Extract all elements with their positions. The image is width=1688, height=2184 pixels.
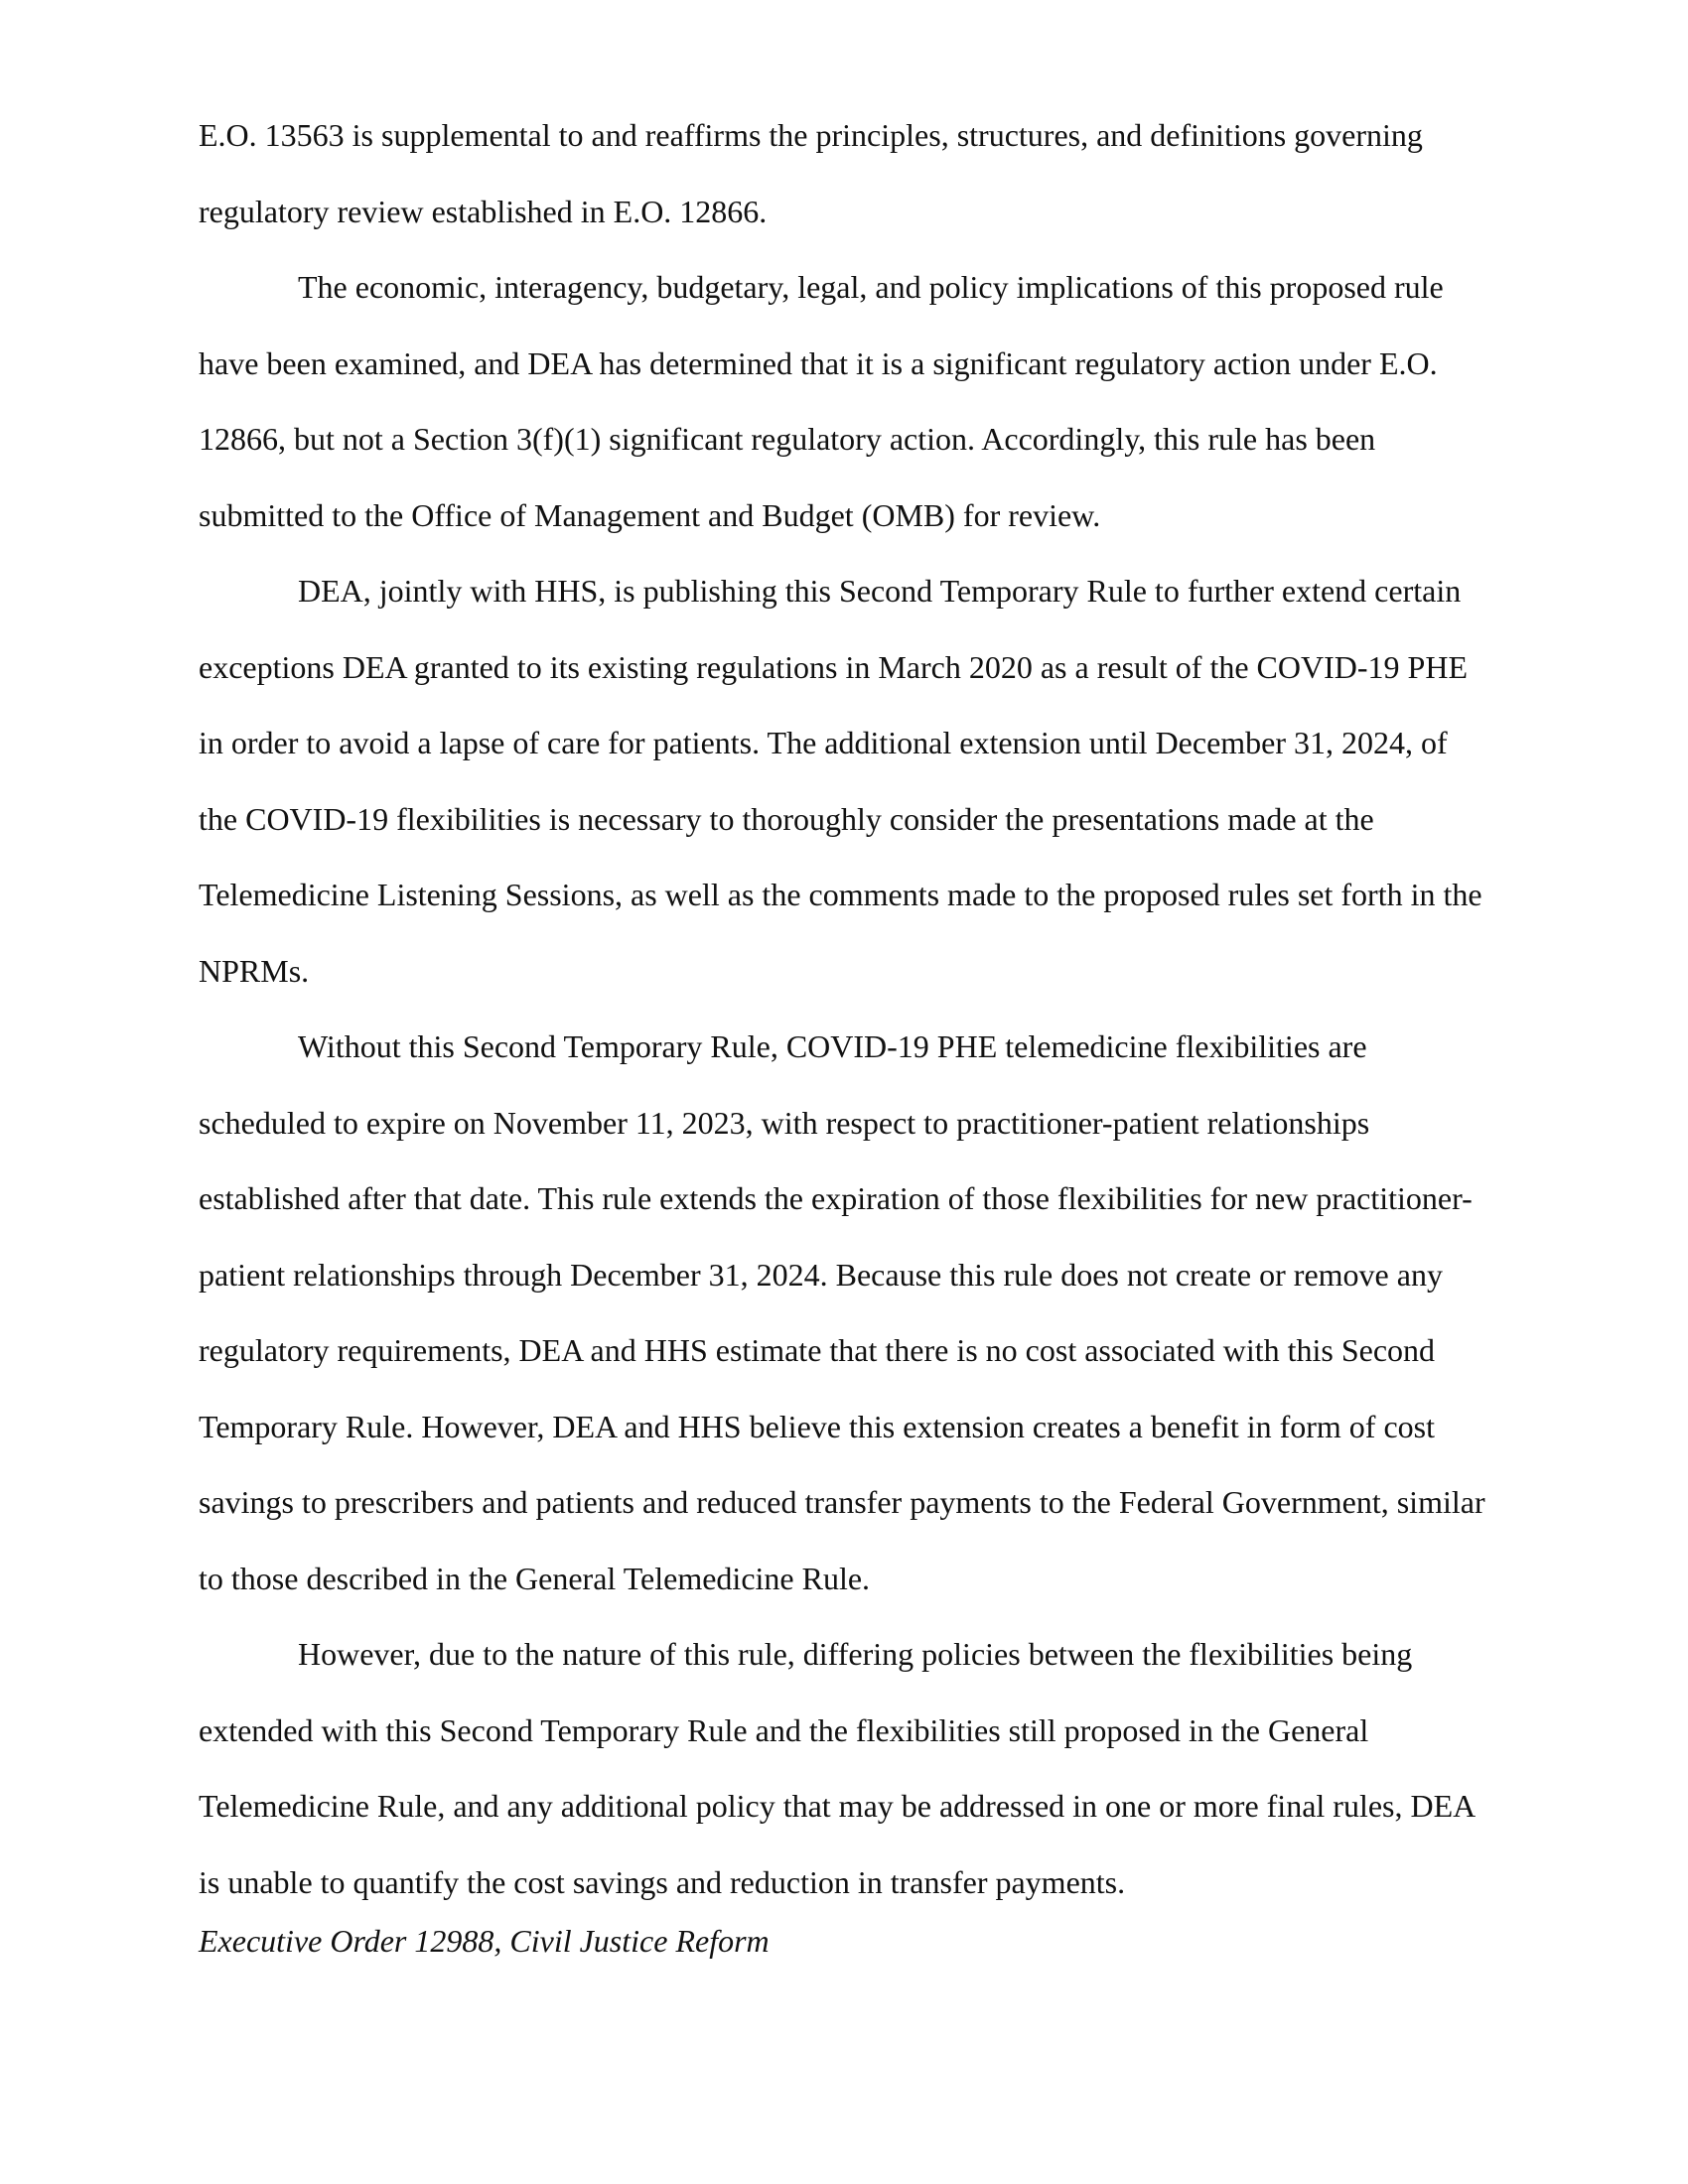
paragraph-significant-action: The economic, interagency, budgetary, legal, and policy implications of this proposed rule have been examined, and DEA has determined that it is a significant regulatory action under E.O. 12866, but not a Section 3(f)(1) significant regulatory action. Accordingly, this rule has been submitted to the Office of Management and Budget (OMB) for review. [199, 269, 1444, 533]
paragraph-cost-quantification: However, due to the nature of this rule, differing policies between the flexibilities being extended with this Second Temporary Rule and the flexibilities still proposed in the General Telemedicine Rule, and any additional policy that may be addressed in one or more final rules, DEA is unable to quantify the cost savings and reduction in transfer payments. [199, 1636, 1475, 1900]
document-body [199, 97, 1489, 1963]
section-heading-eo-12988: Executive Order 12988, Civil Justice Reform [199, 1923, 770, 1959]
paragraph-expiration-extension: Without this Second Temporary Rule, COVID-19 PHE telemedicine flexibilities are scheduled to expire on November 11, 2023, with respect to practitioner-patient relationships established after that date. This rule extends the expiration of those flexibilities for new practitioner-patient relationships through December 31, 2024. Because this rule does not create or remove any regulatory requirements, DEA and HHS estimate that there is no cost associated with this Second Temporary Rule. However, DEA and HHS believe this extension creates a benefit in form of cost savings to prescribers and patients and reduced transfer payments to the Federal Government, similar to those described in the General Telemedicine Rule. [199, 1028, 1485, 1596]
paragraph-eo-13563: E.O. 13563 is supplemental to and reaffirms the principles, structures, and definitions governing regulatory review established in E.O. 12866. [199, 117, 1423, 229]
paragraph-second-temporary-rule: DEA, jointly with HHS, is publishing this Second Temporary Rule to further extend certain exceptions DEA granted to its existing regulations in March 2020 as a result of the COVID-19 PHE in order to avoid a lapse of care for patients. The additional extension until December 31, 2024, of the COVID-19 flexibilities is necessary to thoroughly consider the presentations made at the Telemedicine Listening Sessions, as well as the comments made to the proposed rules set forth in the NPRMs. [199, 573, 1482, 989]
